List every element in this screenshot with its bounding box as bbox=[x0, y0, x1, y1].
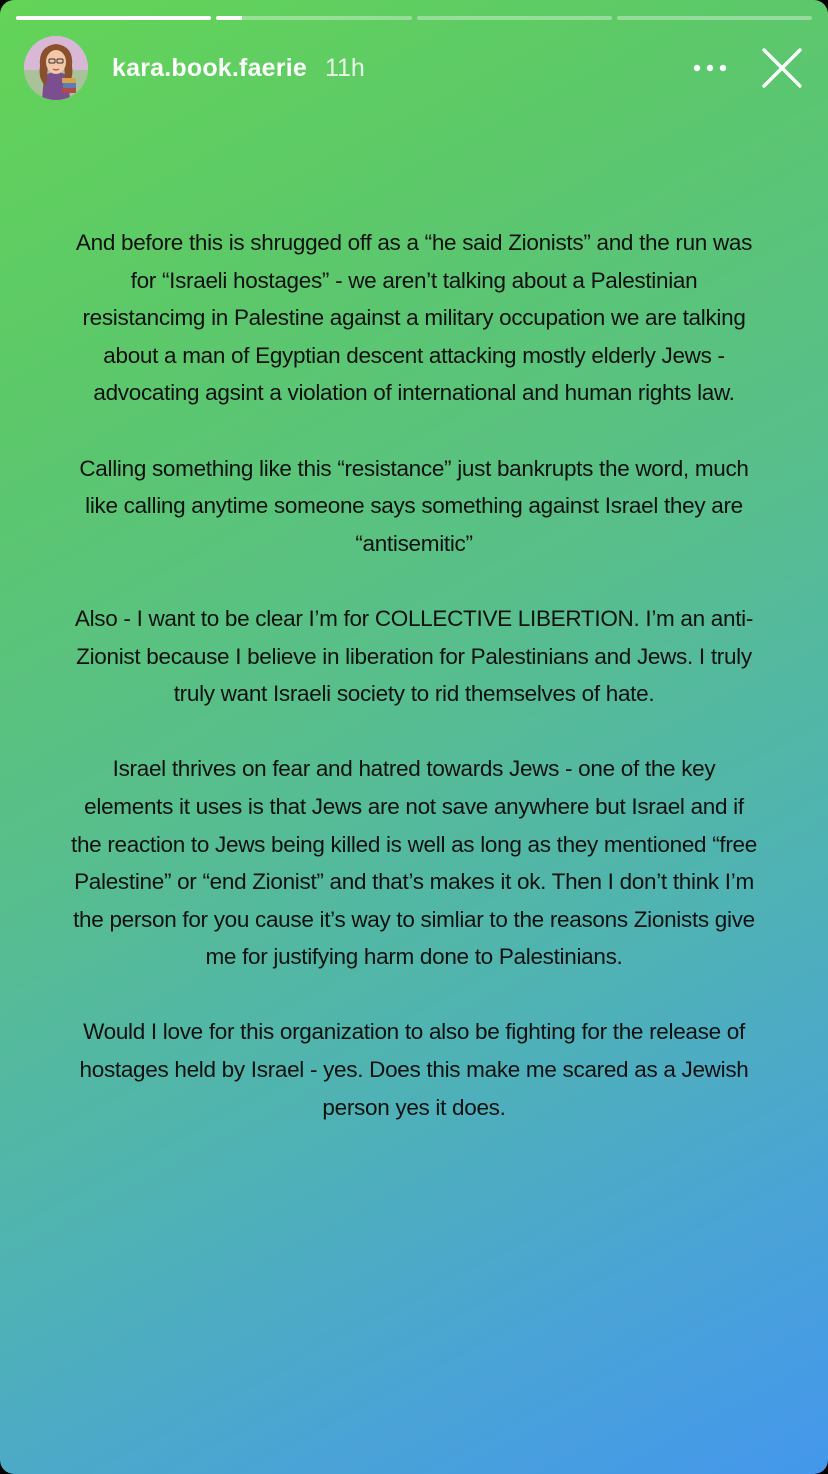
more-options-button[interactable] bbox=[682, 40, 738, 96]
progress-segment bbox=[216, 16, 411, 20]
story-paragraph: Israel thrives on fear and hatred towards Jews - one of the key elements it uses is that Jews are not save anywhere but Israel and if the reaction to Jews being killed is well as long as they mentioned “free Palestine” or “end Zionist” and that’s makes it ok. Then I don’t think I’m the person for you cause it’s way to simliar to the reasons Zionists give me for justifying harm done to Palestinians. bbox=[71, 756, 757, 970]
story-paragraph: Would I love for this organization to also be fighting for the release of hostages held by Israel - yes. Does this make me scared as a Jewish person yes it does. bbox=[79, 1019, 749, 1120]
story-text-overlay bbox=[70, 224, 758, 1126]
story-timestamp: 11h bbox=[324, 53, 365, 82]
avatar[interactable] bbox=[24, 36, 88, 100]
avatar-illustration-icon bbox=[24, 36, 88, 100]
story-paragraph: Also - I want to be clear I’m for COLLECTIVE LIBERTION. I’m an anti-Zionist because I believe in liberation for Palestinians and Jews. I truly truly want Israeli society to rid themselves of hate. bbox=[74, 605, 754, 707]
story-username[interactable]: kara.book.faerie bbox=[112, 53, 307, 82]
story-paragraph: And before this is shrugged off as a “he said Zionists” and the run was for “Israeli hostages” - we aren’t talking about a Palestinian resistancimg in Palestine against a military occupation we are talking about a man of Egyptian descent attacking mostly elderly Jews - advocating agsint a violation of international and human rights law. bbox=[75, 230, 753, 406]
story-paragraph: Calling something like this “resistance” just bankrupts the word, much like calling anytime someone says something against Israel they are “antisemitic” bbox=[79, 455, 749, 556]
progress-segment bbox=[417, 16, 612, 20]
progress-segment bbox=[16, 16, 211, 20]
story-progress-bar bbox=[16, 16, 812, 20]
progress-segment-fill bbox=[16, 16, 211, 20]
progress-segment bbox=[617, 16, 812, 20]
close-icon bbox=[761, 47, 803, 89]
story-header bbox=[24, 36, 810, 100]
more-dots-icon bbox=[693, 64, 727, 72]
close-button[interactable] bbox=[754, 40, 810, 96]
progress-segment-fill bbox=[216, 16, 241, 20]
